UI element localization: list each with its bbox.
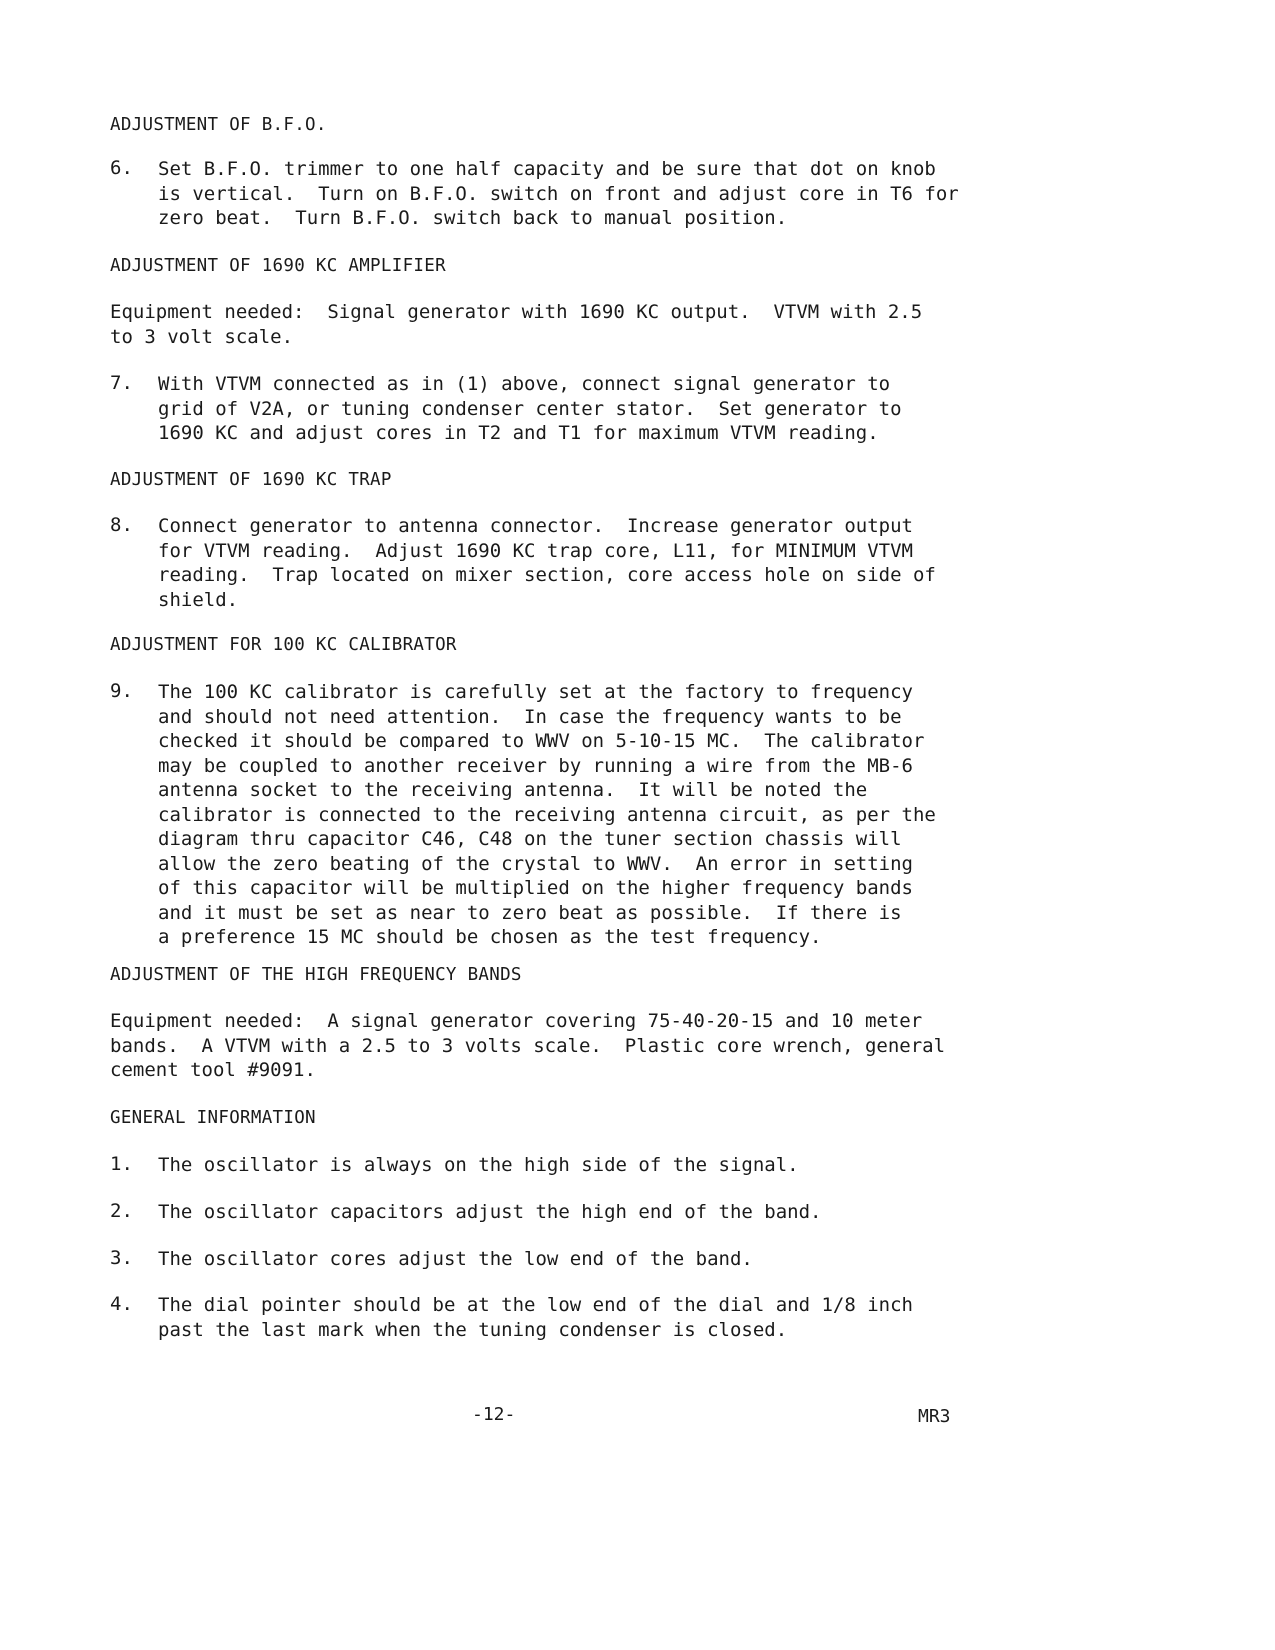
step-text-line: 1690 KC and adjust cores in T2 and T1 for maximum VTVM reading. xyxy=(158,422,879,444)
equipment-line: cement tool #9091. xyxy=(110,1059,316,1081)
heading-bfo: ADJUSTMENT OF B.F.O. xyxy=(110,115,327,135)
equipment-needed-high-bands xyxy=(110,1009,1110,1083)
equipment-line: Equipment needed: Signal generator with 1690 KC output. VTVM with 2.5 xyxy=(110,301,923,323)
step-text-line: With VTVM connected as in (1) above, connect signal generator to xyxy=(158,373,891,395)
heading-1690-amplifier: ADJUSTMENT OF 1690 KC AMPLIFIER xyxy=(110,256,446,276)
step-text-line: allow the zero beating of the crystal to WWV. An error in setting xyxy=(158,852,913,875)
step-number: 7. xyxy=(110,372,133,394)
step-text-line: shield. xyxy=(158,588,239,611)
step-text-line: reading. Trap located on mixer section, core access hole on side of xyxy=(158,564,936,586)
equipment-line: to 3 volt scale. xyxy=(110,325,294,348)
step-text-line: The 100 KC calibrator is carefully set at the factory to frequency xyxy=(158,681,913,703)
step-text-line: and it must be set as near to zero beat as possible. If there is xyxy=(158,901,902,924)
heading-high-frequency-bands: ADJUSTMENT OF THE HIGH FREQUENCY BANDS xyxy=(110,965,522,985)
item-text-line: The dial pointer should be at the low end of the dial and 1/8 inch xyxy=(158,1294,913,1316)
step-text-line: grid of V2A, or tuning condenser center stator. Set generator to xyxy=(158,397,902,420)
item-number: 1. xyxy=(110,1153,133,1175)
step-text-line: Connect generator to antenna connector. Increase generator output xyxy=(158,515,913,537)
item-text-line: The oscillator capacitors adjust the high end of the band. xyxy=(158,1201,822,1223)
step-number: 6. xyxy=(110,157,133,179)
item-number: 3. xyxy=(110,1247,133,1269)
item-number: 4. xyxy=(110,1293,133,1315)
item-text-line: past the last mark when the tuning condenser is closed. xyxy=(158,1318,788,1341)
document-code: MR3 xyxy=(918,1406,951,1427)
step-text-line: checked it should be compared to WWV on 5-10-15 MC. The calibrator xyxy=(158,730,925,752)
step-text-line: and should not need attention. In case the frequency wants to be xyxy=(158,705,902,728)
step-text-line: of this capacitor will be multiplied on the higher frequency bands xyxy=(158,877,913,899)
page-number: -12- xyxy=(472,1404,516,1425)
item-text-line: The oscillator is always on the high side of the signal. xyxy=(158,1154,799,1176)
equipment-line: Equipment needed: A signal generator covering 75-40-20-15 and 10 meter xyxy=(110,1010,923,1032)
heading-general-information: GENERAL INFORMATION xyxy=(110,1108,316,1128)
step-text-line: is vertical. Turn on B.F.O. switch on front and adjust core in T6 for xyxy=(158,182,959,205)
heading-1690-trap: ADJUSTMENT OF 1690 KC TRAP xyxy=(110,470,392,490)
item-text-line: The oscillator cores adjust the low end of the band. xyxy=(158,1248,753,1270)
step-text-line: may be coupled to another receiver by running a wire from the MB-6 xyxy=(158,754,913,777)
step-number: 8. xyxy=(110,514,133,536)
step-text-line: calibrator is connected to the receiving antenna circuit, as per the xyxy=(158,803,936,826)
step-text-line: antenna socket to the receiving antenna. It will be noted the xyxy=(158,779,868,801)
equipment-needed-amplifier xyxy=(110,300,1110,349)
item-number: 2. xyxy=(110,1200,133,1222)
step-number: 9. xyxy=(110,680,133,702)
step-text-line: Set B.F.O. trimmer to one half capacity and be sure that dot on knob xyxy=(158,158,936,180)
step-text-line: a preference 15 MC should be chosen as the test frequency. xyxy=(158,926,822,948)
equipment-line: bands. A VTVM with a 2.5 to 3 volts scale. Plastic core wrench, general xyxy=(110,1034,946,1057)
heading-100kc-calibrator: ADJUSTMENT FOR 100 KC CALIBRATOR xyxy=(110,635,457,655)
step-text-line: for VTVM reading. Adjust 1690 KC trap core, L11, for MINIMUM VTVM xyxy=(158,539,913,562)
step-text-line: diagram thru capacitor C46, C48 on the tuner section chassis will xyxy=(158,828,902,850)
step-text-line: zero beat. Turn B.F.O. switch back to manual position. xyxy=(158,207,788,229)
